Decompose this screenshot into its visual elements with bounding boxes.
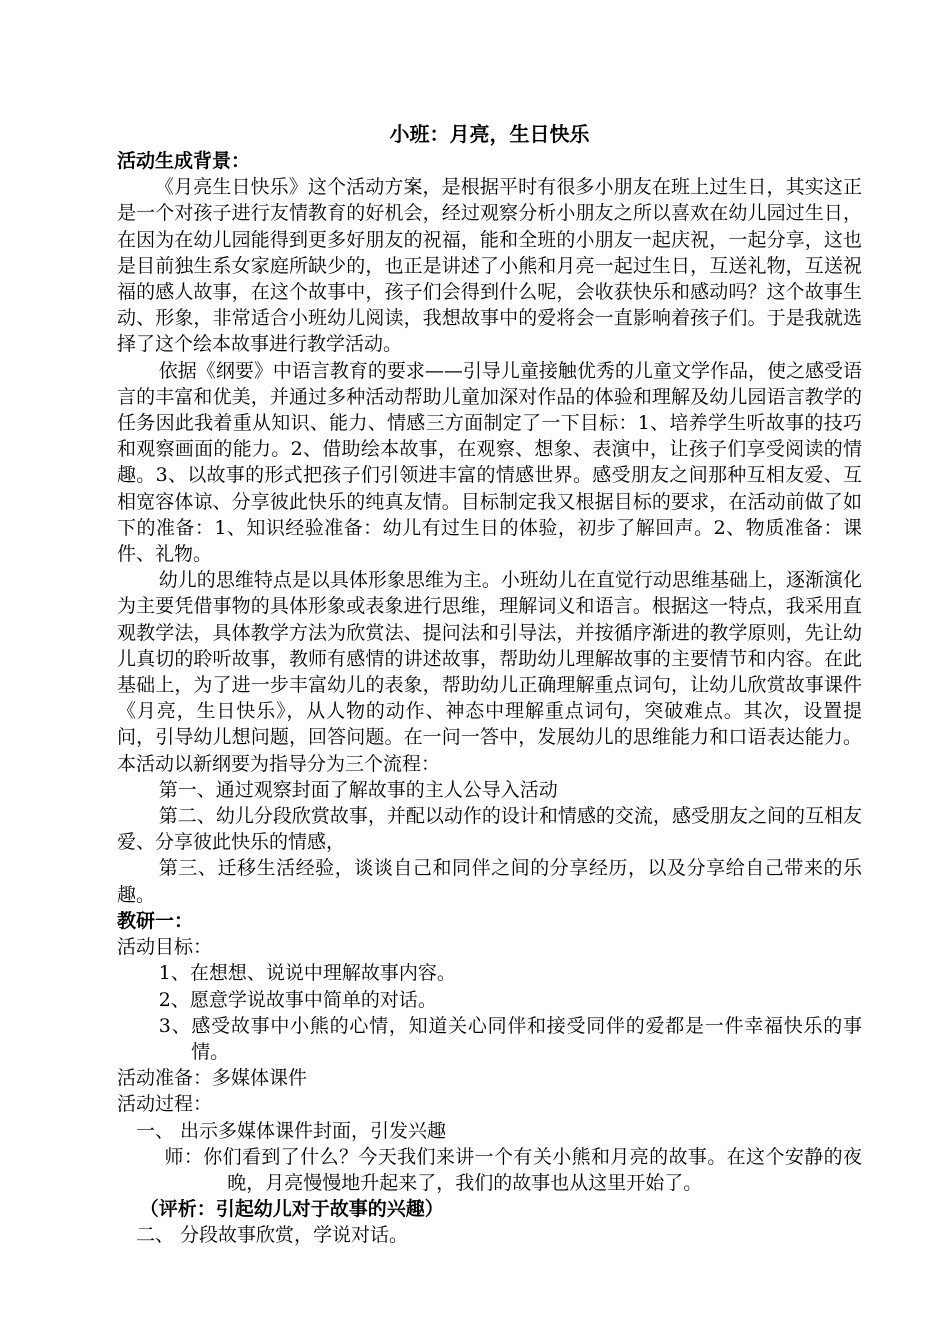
goal-item-1: 1、在想想、说说中理解故事内容。	[158, 962, 456, 985]
teacher-dialog: 师：你们看到了什么？今天我们来讲一个有关小熊和月亮的故事。在这个安静的夜晚，月亮慢慢地升起来了，我们的故事也从这里开始了。	[164, 1145, 862, 1194]
flow-step-1: 第一、通过观察封面了解故事的主人公导入活动	[158, 778, 558, 801]
background-paragraph-3: 幼儿的思维特点是以具体形象思维为主。小班幼儿在直觉行动思维基础上，逐渐演化为主要凭借事物的具体形象或表象进行思维，理解词义和语言。根据这一特点，我采用直观教学法，具体教学方法为欣赏法、提问法和引导法，并按循序渐进的教学原则，先让幼儿真切的聆听故事，教师有感情的讲述故事，帮助幼儿理解故事的主要情节和内容。在此基础上，为了进一步丰富幼儿的表象，帮助幼儿正确理解重点词句，让幼儿欣赏故事课件《月亮，生日快乐》，从人物的动作、神态中理解重点词句，突破难点。其次，设置提问，引导幼儿想问题，回答问题。在一问一答中，发展幼儿的思维能力和口语表达能力。本活动以新纲要为指导分为三个流程：	[117, 569, 862, 775]
document-body	[117, 120, 862, 1249]
remark-note: （评析：引起幼儿对于故事的兴趣）	[139, 1198, 444, 1221]
process-step-2: 二、 分段故事欣赏，学说对话。	[136, 1224, 409, 1247]
process-step-1: 一、 出示多媒体课件封面，引发兴趣	[136, 1119, 447, 1142]
section-heading-research: 教研一：	[117, 909, 194, 932]
flow-step-3: 第三、迁移生活经验，谈谈自己和同伴之间的分享经历，以及分享给自己带来的乐趣。	[117, 857, 862, 906]
document-title: 小班：月亮，生日快乐	[389, 122, 590, 146]
background-paragraph-2: 依据《纲要》中语言教育的要求——引导儿童接触优秀的儿童文学作品，使之感受语言的丰富和优美，并通过多种活动帮助儿童加深对作品的体验和理解及幼儿园语言教学的任务因此我着重从知识、能力、情感三方面制定了一下目标：1、培养学生听故事的技巧和观察画面的能力。2、借助绘本故事，在观察、想象、表演中，让孩子们享受阅读的情趣。3、以故事的形式把孩子们引领进丰富的情感世界。感受朋友之间那种互相友爱、互相宽容体谅、分享彼此快乐的纯真友情。目标制定我又根据目标的要求，在活动前做了如下的准备：1、知识经验准备：幼儿有过生日的体验，初步了解回声。2、物质准备：课件、礼物。	[117, 359, 862, 566]
activity-prep: 活动准备：多媒体课件	[117, 1067, 308, 1090]
process-label: 活动过程：	[117, 1093, 213, 1116]
flow-step-2: 第二、幼儿分段欣赏故事，并配以动作的设计和情感的交流，感受朋友之间的互相友爱、分享彼此快乐的情感，	[117, 805, 862, 854]
background-paragraph-1: 《月亮生日快乐》这个活动方案，是根据平时有很多小朋友在班上过生日，其实这正是一个对孩子进行友情教育的好机会，经过观察分析小朋友之所以喜欢在幼儿园过生日，在因为在幼儿园能得到更多好朋友的祝福，能和全班的小朋友一起庆祝，一起分享，这也是目前独生系女家庭所缺少的，也正是讲述了小熊和月亮一起过生日，互送礼物，互送祝福的感人故事，在这个故事中，孩子们会得到什么呢，会收获快乐和感动吗？这个故事生动、形象，非常适合小班幼儿阅读，我想故事中的爱将会一直影响着孩子们。于是我就选择了这个绘本故事进行教学活动。	[117, 176, 862, 356]
section-heading-background: 活动生成背景：	[117, 150, 251, 172]
goal-item-2: 2、愿意学说故事中简单的对话。	[158, 988, 437, 1011]
goal-item-3: 3、感受故事中小熊的心情，知道关心同伴和接受同伴的爱都是一件幸福快乐的事情。	[158, 1014, 862, 1063]
goals-label: 活动目标：	[117, 936, 213, 959]
